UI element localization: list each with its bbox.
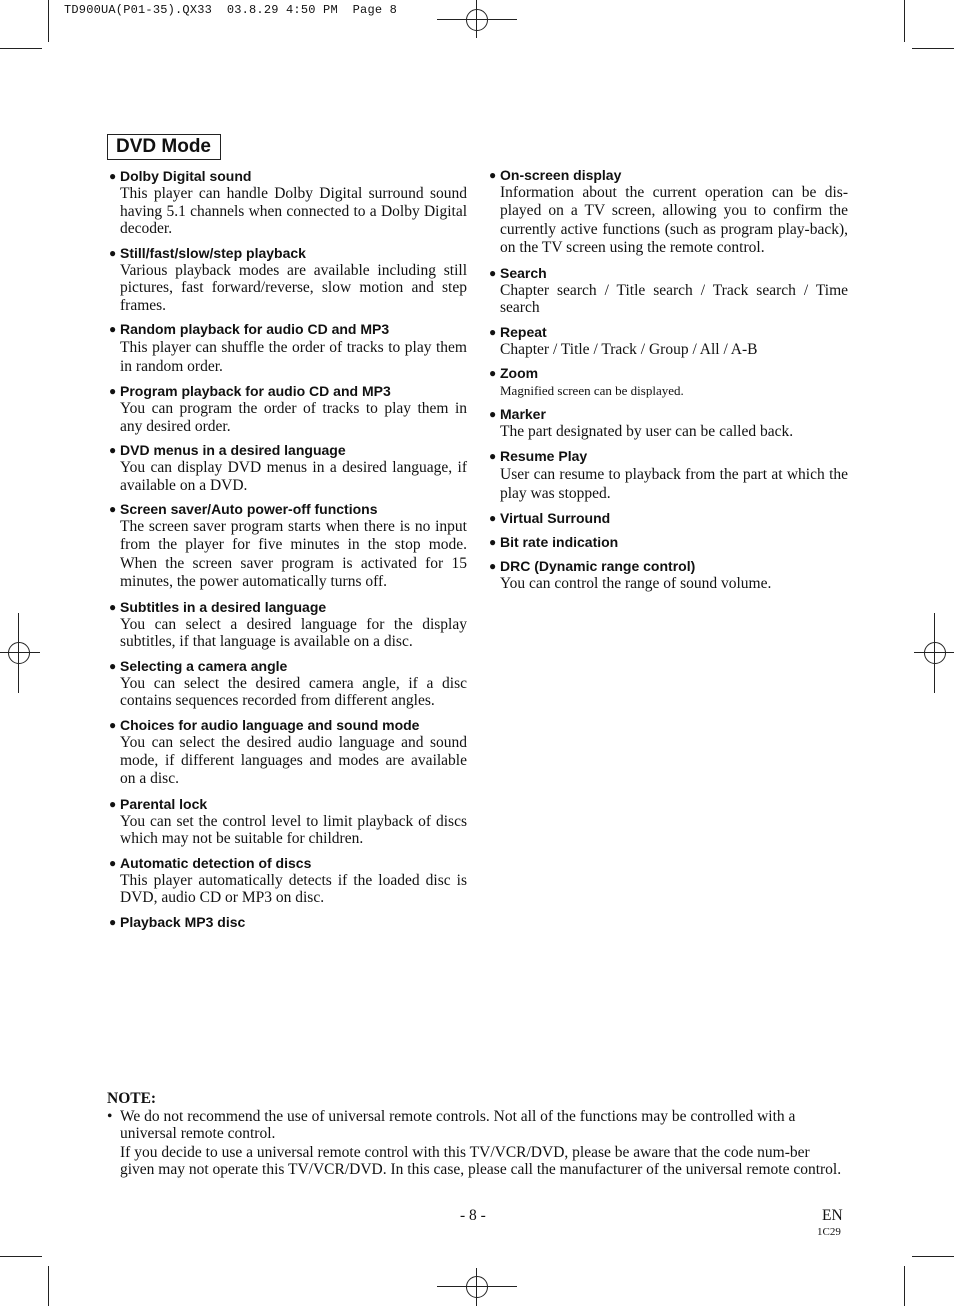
feature-description: You can program the order of tracks to play them in any desired order. — [120, 400, 467, 435]
feature-item — [489, 448, 848, 503]
feature-item — [109, 321, 467, 376]
feature-title: ● Subtitles in a desired language — [109, 598, 327, 615]
bullet-icon: ● — [109, 796, 117, 811]
feature-item — [109, 717, 467, 789]
feature-title: ● On-screen display — [489, 167, 622, 183]
feature-description: Chapter / Title / Track / Group / All / A-B — [500, 340, 758, 358]
feature-item — [109, 245, 467, 315]
feature-title: ● DRC (Dynamic range control) — [489, 557, 696, 574]
note-block — [107, 1089, 845, 1178]
feature-item — [109, 168, 467, 238]
language-code: EN — [822, 1207, 843, 1224]
feature-description: Chapter search / Title search / Track search / Time search — [500, 281, 848, 317]
feature-description: This player automatically detects if the loaded disc is DVD, audio CD or MP3 on disc. — [120, 871, 467, 907]
bullet-icon: ● — [109, 658, 117, 673]
note-text: If you decide to use a universal remote control with this TV/VCR/DVD, please be aware that the code num-ber given may not operate this TV/VCR/DVD. In this case, please call the manufacturer of the universal remote control. — [120, 1144, 842, 1178]
bullet-icon: ● — [489, 407, 497, 422]
feature-description: This player can handle Dolby Digital surround sound having 5.1 channels when connected to a Dolby Digital decoder. — [120, 185, 467, 237]
note-title: NOTE: — [107, 1090, 157, 1107]
bullet-icon: • — [107, 1108, 113, 1125]
feature-description: You can control the range of sound volume. — [500, 574, 772, 592]
bullet-icon: ● — [109, 245, 117, 260]
feature-description: Various playback modes are available including still pictures, fast forward/reverse, slow motion and step frames. — [120, 261, 467, 314]
feature-description: The part designated by user can be called back. — [500, 423, 794, 441]
bullet-icon: ● — [109, 914, 117, 929]
feature-title: ● Virtual Surround — [489, 509, 611, 526]
bullet-icon: ● — [109, 855, 117, 870]
feature-title: ● Program playback for audio CD and MP3 — [109, 383, 391, 399]
bullet-icon: ● — [109, 502, 117, 516]
feature-title: ● Parental lock — [109, 795, 208, 812]
bullet-icon: ● — [489, 534, 497, 549]
bullet-icon: ● — [489, 558, 497, 573]
feature-item — [489, 534, 848, 551]
bullet-icon: ● — [489, 168, 497, 182]
bullet-icon: ● — [109, 717, 117, 732]
feature-item — [109, 442, 467, 494]
bullet-icon: ● — [109, 169, 117, 183]
feature-description: You can select a desired language for the display subtitles, if that language is available on a disc. — [120, 615, 467, 651]
bullet-icon: ● — [489, 448, 497, 463]
feature-description: You can select the desired audio language and sound mode, if different languages and modes are available on a disc. — [120, 733, 467, 788]
document-code: 1C29 — [817, 1226, 841, 1238]
feature-description: Magnified screen can be displayed. — [500, 383, 684, 399]
feature-title: ● Automatic detection of discs — [109, 854, 312, 871]
feature-title: ● Search — [489, 264, 547, 281]
note-item — [107, 1108, 845, 1178]
feature-item — [489, 510, 848, 527]
feature-item — [109, 599, 467, 651]
feature-title: ● DVD menus in a desired language — [109, 442, 346, 458]
feature-list-left — [109, 168, 467, 938]
feature-title: ● Selecting a camera angle — [109, 657, 288, 674]
feature-item — [109, 658, 467, 710]
feature-title: ● Marker — [489, 406, 546, 423]
feature-title: ● Screen saver/Auto power-off functions — [109, 501, 378, 517]
feature-title: ● Resume Play — [489, 447, 588, 464]
bullet-icon: ● — [109, 443, 117, 457]
feature-item — [109, 383, 467, 435]
feature-title: ● Dolby Digital sound — [109, 168, 252, 184]
section-title: DVD Mode — [107, 134, 221, 160]
feature-title: ● Playback MP3 disc — [109, 913, 246, 930]
feature-description: Information about the current operation can be dis-played on a TV screen, allowing you to confirm the currently active functions (such as program play-back), on the TV screen using the remote control. — [500, 184, 848, 257]
print-header: TD900UA(P01-35).QX33 03.8.29 4:50 PM Page 8 — [64, 3, 398, 17]
feature-item — [489, 265, 848, 317]
page-number: - 8 - — [460, 1207, 486, 1224]
feature-item — [489, 558, 848, 593]
feature-description: This player can shuffle the order of tracks to play them in random order. — [120, 339, 467, 375]
feature-item — [489, 365, 848, 399]
feature-title: ● Repeat — [489, 323, 547, 340]
bullet-icon: ● — [489, 265, 497, 280]
bullet-icon: ● — [489, 510, 497, 525]
feature-item — [489, 406, 848, 441]
feature-description: You can set the control level to limit playback of discs which may not be suitable for children. — [120, 812, 467, 848]
feature-description: You can display DVD menus in a desired language, if available on a DVD. — [120, 459, 467, 494]
feature-item — [109, 796, 467, 848]
feature-title: ● Bit rate indication — [489, 533, 619, 550]
note-text: We do not recommend the use of universal remote controls. Not all of the functions may be controlled with a universal remote control. — [120, 1108, 796, 1142]
feature-title: ● Choices for audio language and sound mode — [109, 716, 420, 733]
feature-item — [489, 324, 848, 359]
feature-item — [489, 167, 848, 258]
feature-description: You can select the desired camera angle, if a disc contains sequences recorded from different angles. — [120, 674, 467, 710]
feature-title: ● Still/fast/slow/step playback — [109, 244, 306, 261]
bullet-icon: ● — [109, 599, 117, 614]
feature-item — [109, 914, 467, 931]
bullet-icon: ● — [109, 322, 117, 336]
feature-title: ● Zoom — [489, 365, 539, 382]
feature-item — [109, 501, 467, 592]
feature-description: The screen saver program starts when there is no input from the player for five minutes in the stop mode. When the screen saver program is activated for 15 minutes, the power automatically turns off. — [120, 518, 467, 591]
feature-list-right — [489, 167, 848, 599]
bullet-icon: ● — [489, 324, 497, 339]
feature-description: User can resume to playback from the part at which the play was stopped. — [500, 465, 848, 502]
bullet-icon: ● — [489, 366, 497, 381]
bullet-icon: ● — [109, 384, 117, 398]
feature-item — [109, 855, 467, 907]
feature-title: ● Random playback for audio CD and MP3 — [109, 321, 390, 337]
